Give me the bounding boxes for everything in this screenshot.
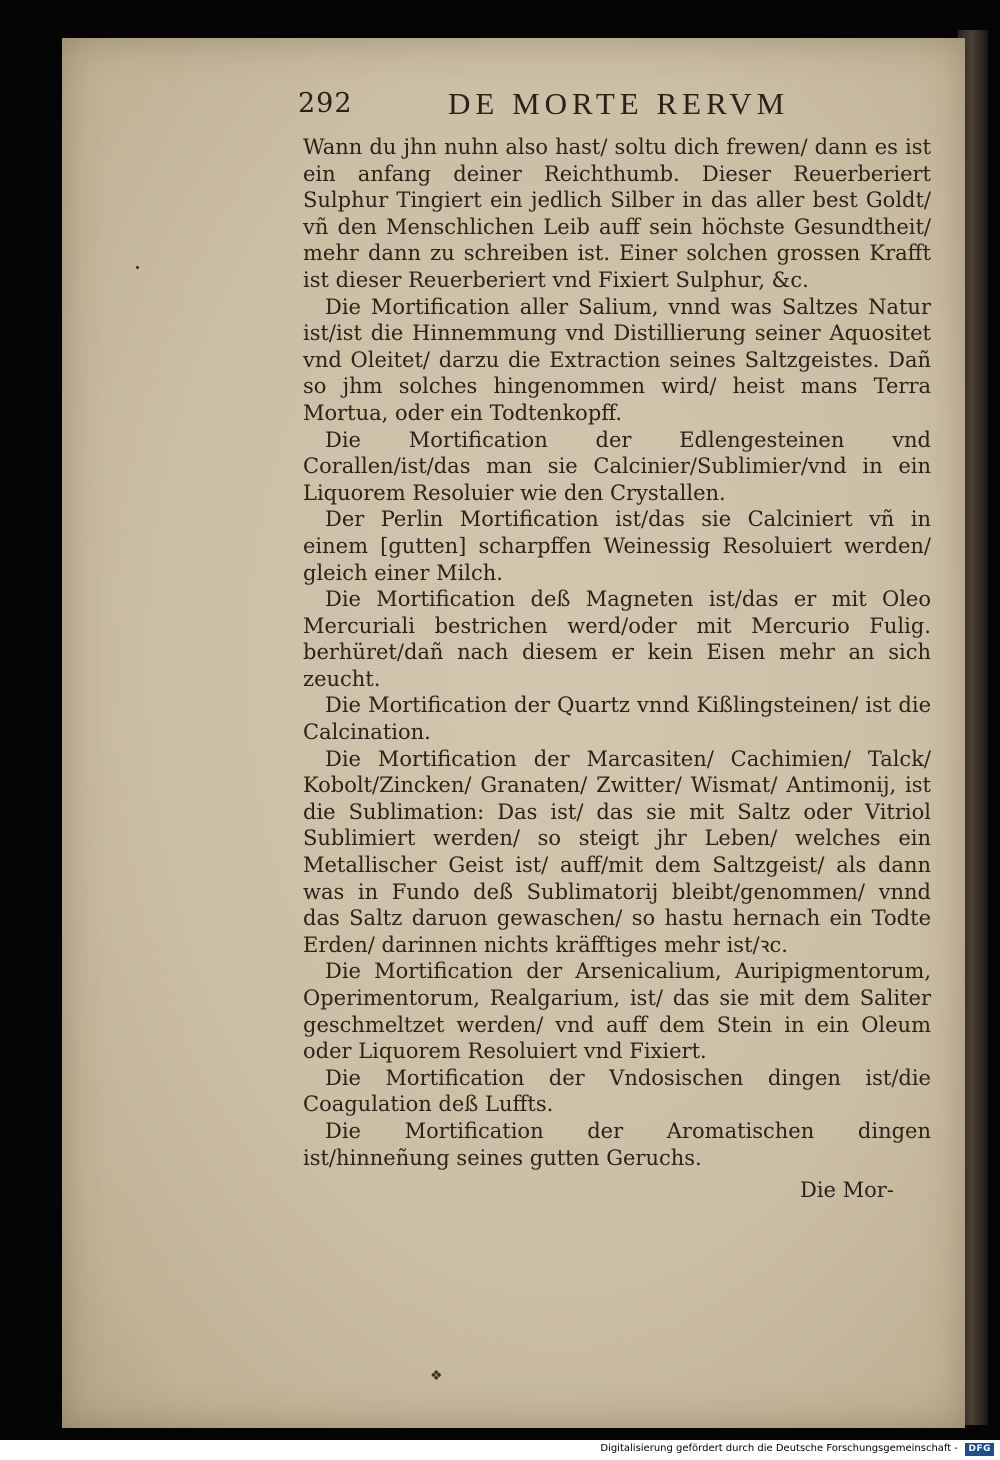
paragraph-7: Die Mortification der Marcasiten/ Cachimien/ Talck/ Kobolt/Zincken/ Granaten/ Zwitter/ Wismat/ Antimonij, ist die Sublimation: Das ist/ das sie mit Saltz oder Vitriol Sublimiert werden/ so steigt jhr Leben/ welches ein Metallischer Geist ist/ auff/mit dem Saltzgeist/ als dann was in Fundo deß Sublimatorij bleibt/genommen/ vnnd das Saltz daruon gewaschen/ so hastu hernach ein Todte Erden/ darinnen nichts kräfftiges mehr ist/ꝛc. [303,746,931,957]
paragraph-1: Wann du jhn nuhn also hast/ soltu dich frewen/ dann es ist ein anfang deiner Reichthumb. Dieser Reuerberiert Sulphur Tingiert ein jedlich Silber in das aller best Goldt/ vñ den Menschlichen Leib auff sein höchste Gesundtheit/ mehr dann zu schreiben ist. Einer solchen grossen Krafft ist dieser Reuerberiert vnd Fixiert Sulphur, &c. [303,135,931,292]
running-title: DE MORTE RERVM [448,86,790,121]
page-body-text [303,134,931,1171]
footer-credit: Digitalisierung gefördert durch die Deutsche Forschungsgemeinschaft - [600,1443,958,1454]
paragraph-5: Die Mortification deß Magneten ist/das er mit Oleo Mercuriali bestrichen werd/oder mit Mercurio Fulig. berhüret/dañ nach diesem er kein Eisen mehr an sich zeucht. [303,587,931,691]
footer-bar [0,1440,1000,1460]
paragraph-3: Die Mortification der Edlengesteinen vnd Corallen/ist/das man sie Calcinier/Sublimier/vnd in ein Liquorem Resoluier wie den Crystallen. [303,427,931,505]
ornament-mark-icon: ❖ [430,1368,443,1384]
paragraph-8: Die Mortification der Arsenicalium, Auripigmentorum, Operimentorum, Realgarium, ist/ das sie mit dem Saliter geschmeltzet werden/ vnd auff dem Stein in ein Oleum oder Liquorem Resoluiert vnd Fixiert. [303,959,931,1064]
catchword: Die Mor- [800,1178,894,1202]
paper-speck [136,266,139,269]
paragraph-4: Der Perlin Mortification ist/das sie Calciniert vñ in einem [gutten] scharpffen Weinessig Resoluiert werden/ gleich einer Milch. [303,507,931,585]
page-number: 292 [298,88,353,119]
paragraph-6: Die Mortification der Quartz vnnd Kißlingsteinen/ ist die Calcination. [303,693,931,745]
paragraph-9: Die Mortification der Vndosischen dingen ist/die Coagulation deß Luffts. [303,1065,931,1117]
paragraph-2: Die Mortification aller Salium, vnnd was Saltzes Natur ist/ist die Hinnemmung vnd Distillierung seiner Aquositet vnd Oleitet/ darzu die Extraction seines Saltzgeistes. Dañ so jhm solches hingenommen wird/ heist mans Terra Mortua, oder ein Todtenkopff. [303,294,931,425]
dfg-logo-icon: DFG [965,1443,994,1456]
paragraph-10: Die Mortification der Aromatischen dingen ist/hinneñung seines gutten Geruchs. [303,1118,931,1170]
page-header [298,88,938,128]
